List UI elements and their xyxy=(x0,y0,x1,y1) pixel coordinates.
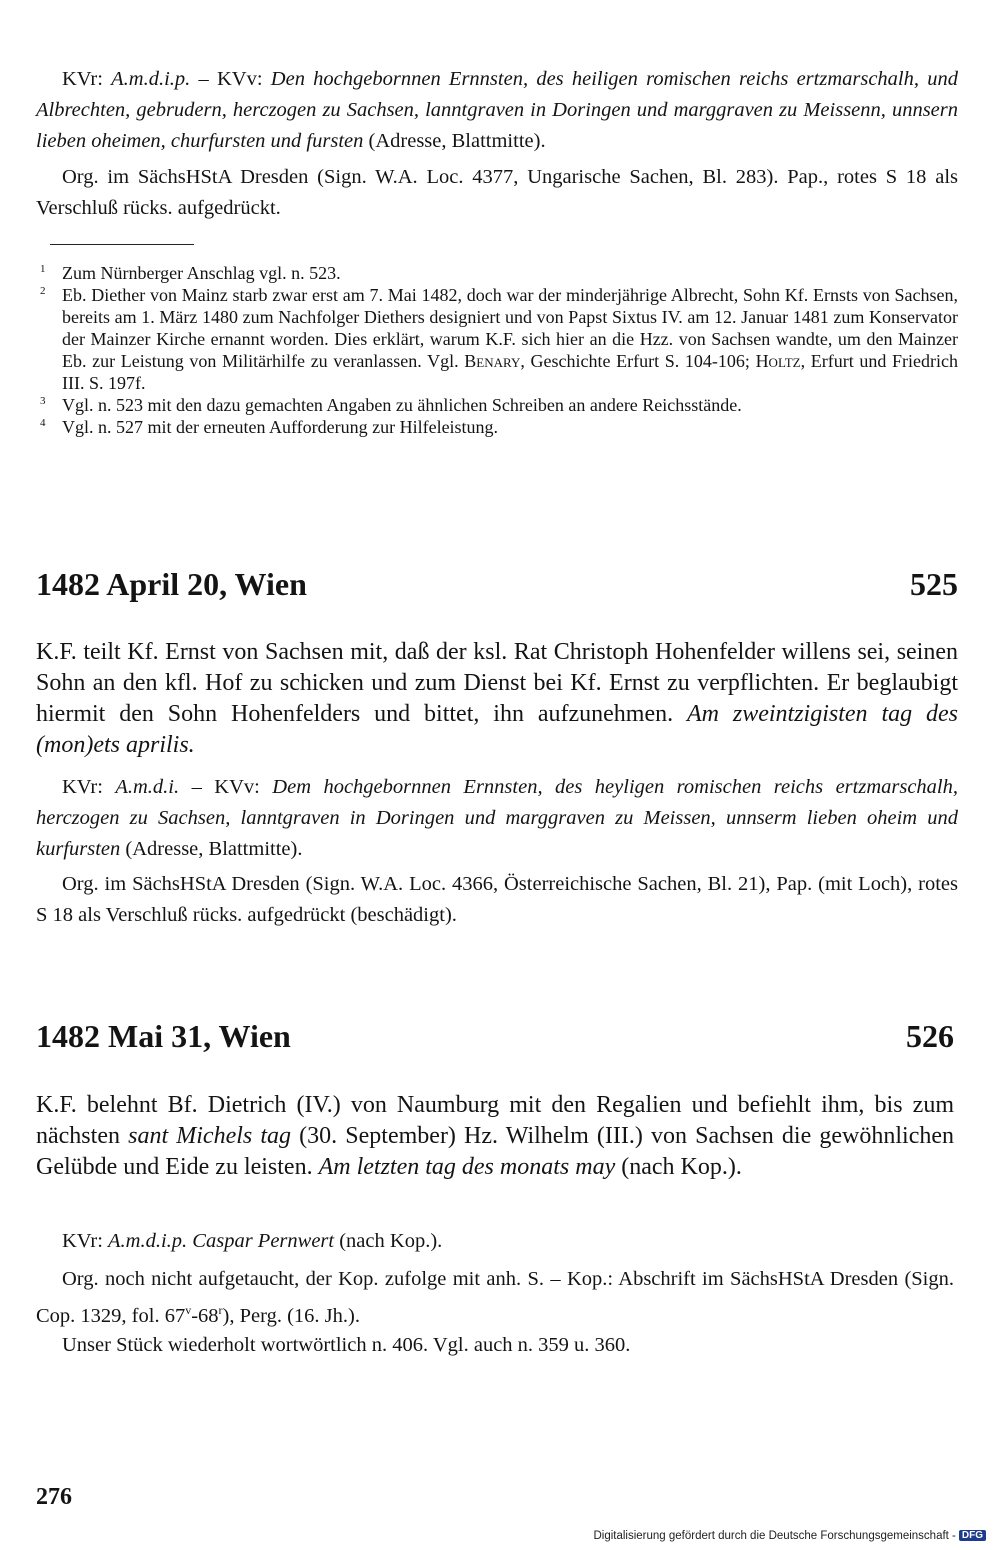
footnote-1 xyxy=(40,262,958,284)
entry-526-note xyxy=(36,1330,954,1361)
summary-text: K.F. teilt Kf. Ernst von Sachsen mit, daß der ksl. Rat Christoph Hohenfelder willens sei, seinen Sohn an den kfl. Hof zu schicken und zum Dienst bei Kf. Ernst zu verpflichten. Er beglaubigt hiermit den Sohn Hohenfelders und bittet, ihn aufzunehmen. xyxy=(36,639,958,727)
entry-526-number: 526 xyxy=(906,1018,954,1054)
kvr-label: KVr: xyxy=(62,1230,109,1252)
kvv-label: – KVv: xyxy=(190,68,271,90)
kvr-text: A.m.d.i.p. xyxy=(111,68,191,90)
entry-526-summary xyxy=(36,1090,954,1183)
entry-525-heading: 1482 April 20, Wien xyxy=(36,566,307,602)
footnote-text: Vgl. n. 523 mit den dazu gemachten Angaben zu ähnlichen Schreiben an andere Reichsstände. xyxy=(62,395,742,415)
footnote-mark: 3 xyxy=(40,395,46,407)
entry-525-kv xyxy=(36,772,958,865)
entry-526-kv xyxy=(36,1226,954,1257)
footer xyxy=(593,1530,986,1542)
summary-text: (30. September) Hz. Wilhelm (III.) von Sachsen die gewöhnlichen Gelübde und Eide zu leisten. xyxy=(36,1123,954,1180)
org-text: -68 xyxy=(191,1304,219,1327)
note-text: Unser Stück wiederholt wortwörtlich n. 406. Vgl. auch n. 359 u. 360. xyxy=(62,1334,631,1356)
top-org-paragraph xyxy=(36,162,958,224)
kvv-label: – KVv: xyxy=(179,776,273,798)
folio-recto: r xyxy=(218,1303,223,1317)
footnotes xyxy=(40,262,958,438)
folio-verso: v xyxy=(185,1303,192,1317)
author-name: Holtz xyxy=(755,351,801,371)
date-formula: Am letzten tag des monats may xyxy=(318,1154,616,1180)
org-text: ), Perg. (16. Jh.). xyxy=(222,1304,360,1327)
date-formula: Am zweintzigisten tag des (mon)ets aprilis. xyxy=(36,701,959,758)
footnote-2 xyxy=(40,284,958,394)
footnote-4 xyxy=(40,416,958,438)
footnote-text: Eb. Diether von Mainz starb zwar erst am 7. Mai 1482, doch war der minderjährige Albrecht, Sohn Kf. Ernsts von Sachsen, bereits am 1. März 1480 zum Nachfolger Diethers designiert und von Papst Sixtus IV. am 12. Januar 1481 zum Konservator der Mainzer Kirche ernannt worden. Dies erklärt, warum K.F. sich hier an die Hzz. von Sachsen wandte, um den Mainzer Eb. zur Leistung von Militärhilfe zu veranlassen. Vgl. xyxy=(62,285,958,371)
footnote-mark: 1 xyxy=(40,263,46,275)
footnote-3 xyxy=(40,394,958,416)
footnote-text: Zum Nürnberger Anschlag vgl. n. 523. xyxy=(62,263,341,283)
kvr-text: A.m.d.i.p. Caspar Pernwert xyxy=(108,1230,335,1252)
entry-525-org xyxy=(36,869,958,931)
page-number: 276 xyxy=(36,1484,72,1510)
kvr-label: KVr: xyxy=(62,776,116,798)
footnote-text: , Geschichte Erfurt S. 104-106; xyxy=(520,351,756,371)
entry-526-heading: 1482 Mai 31, Wien xyxy=(36,1018,291,1054)
author-name: Benary xyxy=(464,351,521,371)
footnote-mark: 4 xyxy=(40,417,46,429)
footnote-text: Vgl. n. 527 mit der erneuten Aufforderung zur Hilfeleistung. xyxy=(62,417,499,437)
kvv-suffix: (Adresse, Blattmitte). xyxy=(120,838,303,860)
kvv-text: Dem hochgebornnen Ernnsten, des heyligen romischen reichs ertzmarschalh, herczogen zu Sachsen, lanntgraven in Doringen und marggraven zu Meissen, unnserm lieben oheim und kurfursten xyxy=(36,776,958,860)
footer-text: Digitalisierung gefördert durch die Deutsche Forschungsgemeinschaft - xyxy=(593,1530,956,1542)
top-kv-paragraph xyxy=(36,64,958,157)
kvr-suffix: (nach Kop.). xyxy=(334,1230,443,1252)
dfg-logo: DFG xyxy=(959,1530,986,1541)
feast-day: sant Michels tag xyxy=(128,1123,292,1149)
footnote-rule xyxy=(50,244,194,245)
entry-526-org xyxy=(36,1264,954,1332)
kvr-text: A.m.d.i. xyxy=(115,776,180,798)
org-text: Org. im SächsHStA Dresden (Sign. W.A. Loc. 4366, Österreichische Sachen, Bl. 21), Pap. (mit Loch), rotes S 18 als Verschluß rücks. aufgedrückt (beschädigt). xyxy=(36,873,958,926)
summary-text: (nach Kop.). xyxy=(615,1154,742,1180)
kvv-suffix: (Adresse, Blattmitte). xyxy=(363,130,546,152)
footnote-text: , Erfurt und Friedrich III. S. 197f. xyxy=(62,351,958,393)
entry-525-summary xyxy=(36,637,958,761)
footnote-mark: 2 xyxy=(40,285,46,297)
org-text: Org. noch nicht aufgetaucht, der Kop. zufolge mit anh. S. – Kop.: Abschrift im SächsHStA Dresden (Sign. Cop. 1329, fol. 67 xyxy=(36,1268,954,1327)
kvv-text: Den hochgebornnen Ernnsten, des heiligen romischen reichs ertzmarschalh, und Albrechten, gebrudern, herczogen zu Sachsen, lanntgraven in Doringen und marggraven zu Meissenn, unnsern lieben oheimen, churfursten und fursten xyxy=(36,68,958,152)
org-text: Org. im SächsHStA Dresden (Sign. W.A. Loc. 4377, Ungarische Sachen, Bl. 283). Pap., rotes S 18 als Verschluß rücks. aufgedrückt. xyxy=(36,166,958,219)
kvr-label: KVr: xyxy=(62,68,112,90)
entry-525-number: 525 xyxy=(910,566,958,602)
summary-text: K.F. belehnt Bf. Dietrich (IV.) von Naumburg mit den Regalien und befiehlt ihm, bis zum nächsten xyxy=(36,1092,954,1149)
